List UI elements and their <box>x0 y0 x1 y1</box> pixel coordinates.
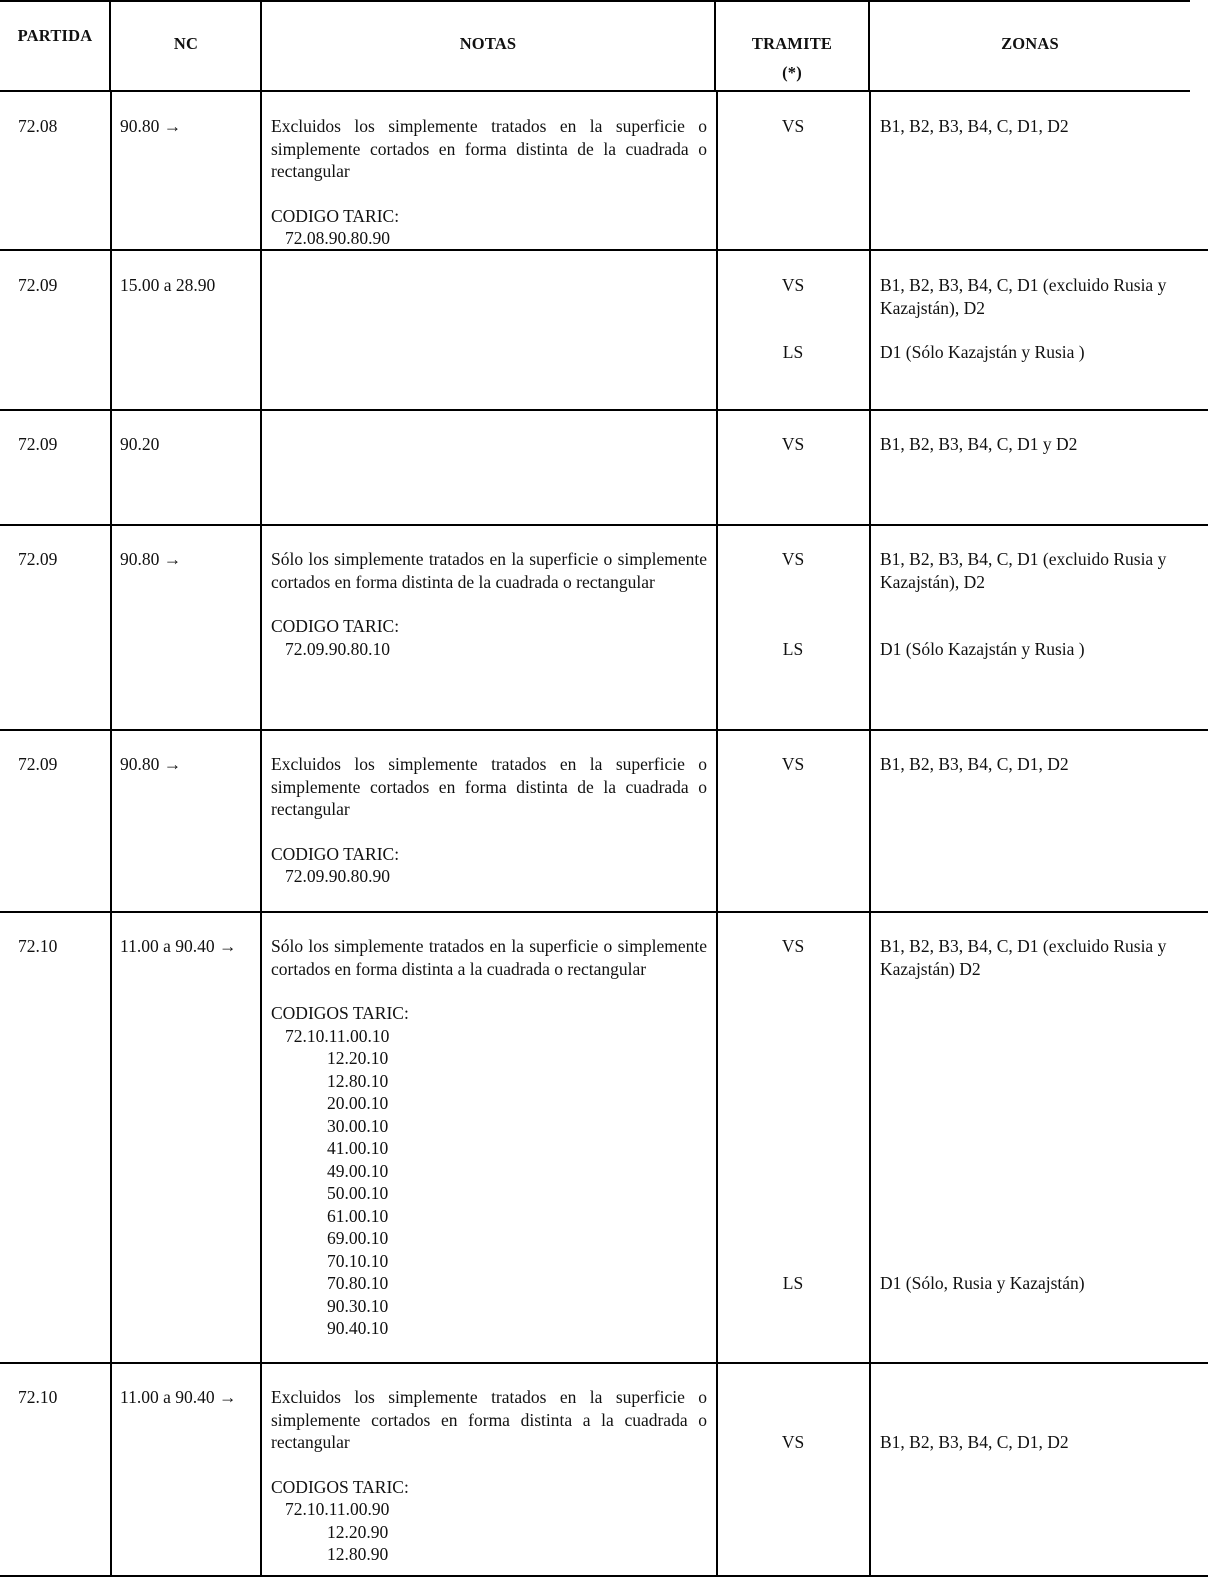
taric-label: CODIGO TARIC: <box>271 843 400 864</box>
taric-label: CODIGOS TARIC: <box>271 1003 409 1023</box>
row-bottom-border <box>0 524 1208 526</box>
notes-cell <box>271 1386 707 1566</box>
notes-spacer <box>271 1454 707 1476</box>
row-divider <box>110 410 112 525</box>
taric-code: 72.09.90.80.90 <box>285 866 390 886</box>
tramite-value: VS <box>781 754 805 774</box>
taric-code: 12.80.90 <box>327 1544 389 1564</box>
zonas-value: B1, B2, B3, B4, C, D1 y D2 <box>880 434 1078 454</box>
row-divider <box>110 250 112 410</box>
row-divider <box>869 92 871 250</box>
partida-cell: 72.10 <box>18 936 58 956</box>
taric-code: 72.10.11.00.90 <box>285 1499 390 1519</box>
tramite-value: VS <box>781 434 805 454</box>
zonas-value: B1, B2, B3, B4, C, D1, D2 <box>880 754 1069 774</box>
header-partida: PARTIDA <box>17 26 93 45</box>
notes-cell <box>271 935 707 1340</box>
taric-code: 20.00.10 <box>327 1093 389 1113</box>
nc-cell: 90.80 → <box>120 754 182 774</box>
notes-cell <box>271 115 707 250</box>
partida-cell: 72.10 <box>18 1387 58 1407</box>
nc-cell: 11.00 a 90.40 → <box>120 936 237 956</box>
header-bottom-border <box>0 90 1190 92</box>
taric-code: 90.30.10 <box>327 1295 389 1316</box>
zonas-value: B1, B2, B3, B4, C, D1, D2 <box>880 116 1069 136</box>
nc-cell: 90.80 → <box>120 116 182 136</box>
zonas-value: B1, B2, B3, B4, C, D1, D2 <box>880 1432 1069 1452</box>
row-divider <box>716 410 718 525</box>
tramite-value: VS <box>781 1432 805 1452</box>
header-nc: NC <box>173 34 199 53</box>
partida-cell: 72.09 <box>18 275 58 295</box>
taric-code: 61.00.10 <box>327 1205 389 1226</box>
tramite-value: LS <box>782 639 804 659</box>
notes-text: Excluidos los simplemente tratados en la superficie o simplemente cortados en forma distinta de la cuadrada o rectangular <box>271 116 707 181</box>
notes-spacer <box>271 821 707 843</box>
row-divider <box>869 410 871 525</box>
taric-code: 69.00.10 <box>327 1228 389 1248</box>
row-divider <box>110 912 112 1363</box>
taric-code: 12.80.10 <box>327 1070 389 1091</box>
taric-code: 49.00.10 <box>327 1160 389 1181</box>
row-bottom-border <box>0 409 1208 411</box>
taric-label: CODIGO TARIC: <box>271 616 400 636</box>
notes-text: Sólo los simplemente tratados en la superficie o simplemente cortados en forma distinta a la cuadrada o rectangular <box>271 936 707 979</box>
row-divider <box>716 1363 718 1576</box>
row-divider <box>260 1363 262 1576</box>
taric-code: 70.80.10 <box>327 1273 389 1293</box>
tramite-value: LS <box>782 342 804 362</box>
zonas-value: B1, B2, B3, B4, C, D1 (excluido Rusia y Kazajstán), D2 <box>880 549 1167 592</box>
taric-code: 72.10.11.00.10 <box>285 1025 390 1046</box>
zonas-value: B1, B2, B3, B4, C, D1 (excluido Rusia y Kazajstán), D2 <box>880 275 1167 318</box>
row-bottom-border <box>0 729 1208 731</box>
taric-code: 72.08.90.80.90 <box>285 228 390 248</box>
tramite-value: VS <box>781 116 805 136</box>
row-divider <box>110 92 112 250</box>
row-divider <box>869 525 871 730</box>
partida-cell: 72.08 <box>18 116 58 136</box>
row-divider <box>869 250 871 410</box>
row-divider <box>869 912 871 1363</box>
header-zonas: ZONAS <box>1001 34 1059 53</box>
row-divider <box>260 525 262 730</box>
tramite-value: VS <box>781 936 805 956</box>
row-divider <box>260 912 262 1363</box>
row-divider <box>260 92 262 250</box>
header-tramite: TRAMITE <box>751 34 833 53</box>
notes-spacer <box>271 183 707 205</box>
taric-code: 41.00.10 <box>327 1138 389 1158</box>
nc-cell: 90.80 → <box>120 549 182 569</box>
taric-code: 72.09.90.80.10 <box>285 638 390 659</box>
taric-label: CODIGO TARIC: <box>271 205 400 226</box>
notes-cell <box>271 753 707 888</box>
row-divider <box>869 1363 871 1576</box>
taric-code: 30.00.10 <box>327 1115 389 1136</box>
taric-code: 12.20.10 <box>327 1048 389 1068</box>
notes-text: Excluidos los simplemente tratados en la superficie o simplemente cortados en forma distinta a la cuadrada o rectangular <box>271 1387 707 1452</box>
notes-cell <box>271 548 707 660</box>
zonas-value: B1, B2, B3, B4, C, D1 (excluido Rusia y Kazajstán) D2 <box>880 936 1167 979</box>
nc-cell: 15.00 a 28.90 <box>120 275 216 295</box>
tramite-value: VS <box>781 549 805 569</box>
notes-text: Sólo los simplemente tratados en la superficie o simplemente cortados en forma distinta de la cuadrada o rectangular <box>271 549 707 592</box>
notes-spacer <box>271 593 707 615</box>
taric-code: 90.40.10 <box>327 1318 389 1338</box>
row-bottom-border <box>0 911 1208 913</box>
row-divider <box>869 730 871 912</box>
header-notas: NOTAS <box>459 34 517 53</box>
tramite-value: LS <box>782 1273 804 1293</box>
taric-code: 70.10.10 <box>327 1250 389 1271</box>
tramite-value: VS <box>781 275 805 295</box>
taric-code: 50.00.10 <box>327 1183 389 1203</box>
taric-code: 12.20.90 <box>327 1521 389 1542</box>
zonas-value: D1 (Sólo, Rusia y Kazajstán) <box>880 1273 1085 1293</box>
taric-label: CODIGOS TARIC: <box>271 1476 409 1497</box>
row-divider <box>110 525 112 730</box>
row-divider <box>716 912 718 1363</box>
row-divider <box>260 410 262 525</box>
row-divider <box>110 1363 112 1576</box>
row-divider <box>110 730 112 912</box>
row-divider <box>260 250 262 410</box>
row-divider <box>260 730 262 912</box>
nc-cell: 11.00 a 90.40 → <box>120 1387 237 1407</box>
notes-spacer <box>271 980 707 1002</box>
nc-cell: 90.20 <box>120 434 160 454</box>
partida-cell: 72.09 <box>18 754 58 774</box>
notes-text: Excluidos los simplemente tratados en la superficie o simplemente cortados en forma distinta de la cuadrada o rectangular <box>271 754 707 819</box>
partida-cell: 72.09 <box>18 434 58 454</box>
row-bottom-border <box>0 1362 1208 1364</box>
table-top-border <box>0 0 1190 2</box>
partida-cell: 72.09 <box>18 549 58 569</box>
zonas-value: D1 (Sólo Kazajstán y Rusia ) <box>880 639 1085 659</box>
zonas-value: D1 (Sólo Kazajstán y Rusia ) <box>880 342 1085 362</box>
header-tramite-note: (*) <box>782 63 802 82</box>
